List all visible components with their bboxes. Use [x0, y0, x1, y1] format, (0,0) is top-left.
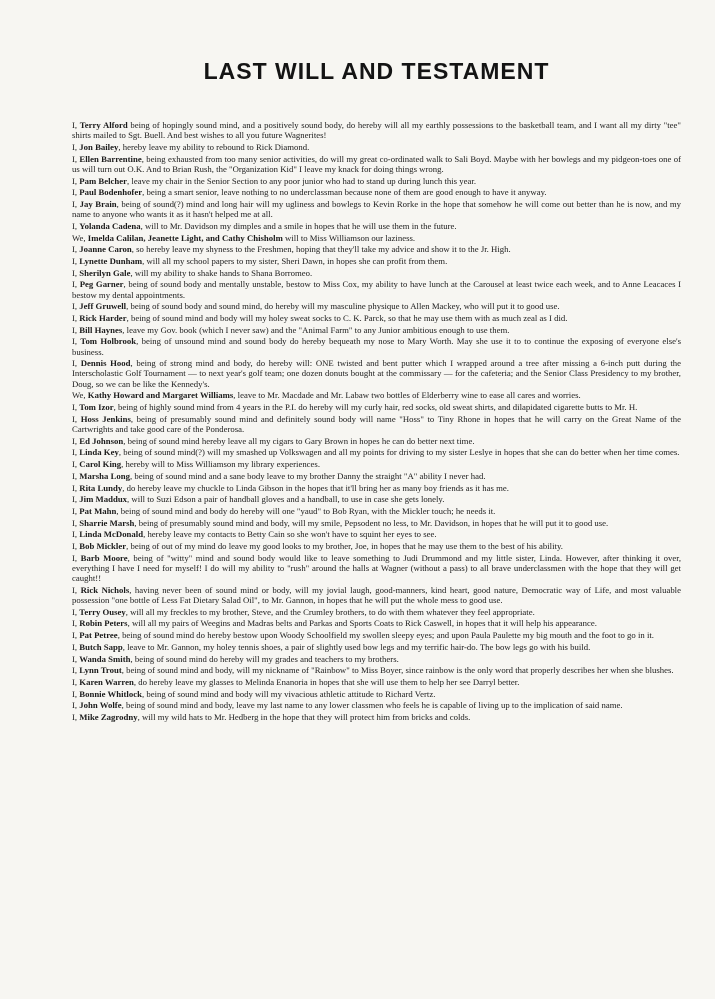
- will-entry: [72, 336, 681, 356]
- will-entry: [72, 518, 681, 528]
- entry-name: Hoss Jenkins: [80, 413, 131, 424]
- entry-text: , being of sound mind and body do hereby will one "yaud" to Bob Ryan, with the Mickler touch; he needs it.: [116, 505, 496, 516]
- entry-text: , being of sound mind(?) will my smashed up Volkswagen and all my points for driving to my sister Leslye in hopes that she can do better when her time comes.: [118, 447, 680, 458]
- entry-name: Pat Petree: [79, 630, 118, 641]
- entry-prefix: I,: [72, 198, 80, 209]
- entry-name: Robin Peters: [79, 618, 128, 629]
- entry-text: , being of presumably sound mind and definitely sound body will name "Hoss" to Tiny Rhone in hopes that he will carry on the Great Name of the Cartwrights and take good care of the Ponderosa.: [72, 413, 682, 434]
- entry-text: , being of sound body and mentally unstable, bestow to Miss Cox, my ability to have lunch at the Carousel at least twice each week, and to Anne Leacaces I bestow my dental appointments.: [72, 279, 682, 300]
- entry-prefix: I,: [72, 676, 80, 687]
- entry-prefix: I,: [72, 552, 81, 563]
- entry-prefix: I,: [72, 220, 80, 231]
- entry-text: , will to Mr. Davidson my dimples and a smile in hopes that he will use them in the future.: [140, 220, 457, 231]
- will-entry: [72, 279, 681, 299]
- entry-name: Sharrie Marsh: [79, 517, 135, 528]
- will-entry: [72, 689, 681, 699]
- entry-prefix: We,: [72, 232, 88, 243]
- entry-name: Terry Ousey: [79, 606, 126, 617]
- will-entry: [72, 390, 681, 400]
- entry-prefix: I,: [72, 529, 80, 540]
- entry-name: Joanne Caron: [79, 244, 132, 255]
- entry-name: Linda Key: [79, 447, 119, 458]
- entry-name: Ellen Barrentine: [79, 153, 142, 164]
- entry-prefix: I,: [72, 482, 80, 493]
- entry-text: , being of "witty" mind and sound body would like to leave something to Judi Drummond and my little sister, Linda. However, after thinking it over, everything I have I need for myself! I do will my ability to "rush" around the halls at Wagner (without a pass) to all brave underclassmen with the hope that they will get caught!!: [72, 552, 682, 584]
- entry-prefix: I,: [72, 187, 80, 198]
- entry-text: , will my wild hats to Mr. Hedberg in the hope that they will protect him from bricks and colds.: [137, 712, 471, 723]
- entry-text: , leave to Mr. Macdade and Mr. Labaw two bottles of Elderberry wine to ease all cares and worries.: [233, 390, 581, 401]
- entry-prefix: I,: [72, 153, 80, 164]
- entry-name: Terry Alford: [79, 120, 128, 130]
- entry-text: , will to Suzi Edson a pair of handball gloves and a handball, to use in case she gets lonely.: [127, 494, 445, 505]
- will-entry: [72, 402, 681, 412]
- entry-name: Pam Belcher: [79, 175, 128, 186]
- entry-text: , will all my freckles to my brother, Steve, and the Crumley brothers, to do with them whatever they feel appropriate.: [125, 606, 535, 617]
- entry-text: , being of sound(?) mind and long hair will my ugliness and bowlegs to Kevin Rorke in the hope that somehow he will come out better than he is now, and my name to anyone who wants it as it hasn't helped me at all.: [72, 198, 681, 220]
- will-entry: [72, 244, 681, 254]
- entry-name: Ed Johnson: [79, 435, 124, 446]
- entry-prefix: I,: [72, 505, 80, 516]
- entry-prefix: I,: [72, 324, 80, 335]
- entry-name: Kathy Howard and Margaret Williams: [87, 390, 234, 401]
- entry-text: , being of strong mind and body, do hereby will: ONE twisted and bent putter which I wrapped around a tree after missing a 6-inch putt during the Interscholastic Golf Tournament — to next year's golf team; one dozen donuts bought at the commissary — for the cafeteria; and the Senior Class Presidency to my brother, Doug, so we can be like the Kennedy's.: [72, 358, 682, 389]
- entry-name: John Wolfe: [79, 700, 122, 711]
- will-entry: [72, 176, 681, 186]
- entry-name: Wanda Smith: [79, 653, 131, 664]
- will-entry: [72, 506, 681, 516]
- will-entry: [72, 618, 681, 628]
- will-entry: [72, 700, 681, 710]
- entry-text: , being of sound mind and body will my holey sweat socks to C. K. Parck, so that he may use them with as much zeal as I did.: [126, 312, 568, 323]
- entry-prefix: I,: [72, 435, 80, 446]
- entry-prefix: I,: [72, 413, 81, 424]
- will-entry: [72, 414, 681, 434]
- entry-name: Linda McDonald: [79, 529, 144, 540]
- will-entry: [72, 436, 681, 446]
- entry-prefix: I,: [72, 402, 80, 413]
- entry-name: Lynn Trout: [79, 665, 122, 676]
- entry-name: Marsha Long: [79, 470, 130, 481]
- entry-name: Bill Haynes: [79, 324, 123, 335]
- entry-name: Mike Zagrodny: [79, 712, 138, 723]
- will-entry: [72, 494, 681, 504]
- will-entry: [72, 529, 681, 539]
- entry-text: , so hereby leave my shyness to the Freshmen, hoping that they'll take my advice and show it to the Jr. High.: [131, 244, 511, 255]
- entry-prefix: I,: [72, 141, 80, 152]
- will-entry: [72, 483, 681, 493]
- entry-name: Pat Mahn: [79, 505, 117, 516]
- will-entry: [72, 187, 681, 197]
- will-entry: [72, 256, 681, 266]
- will-entry: [72, 233, 681, 243]
- entry-prefix: I,: [72, 665, 80, 676]
- entry-text: being of hopingly sound mind, and a positively sound body, do hereby will all my earthly possessions to the basketball team, and I want all my dirty "tee" shirts mailed to Sgt. Buell. And best wishes to all you future Wagnerites!: [72, 120, 681, 141]
- entry-prefix: I,: [72, 700, 80, 711]
- entry-prefix: I,: [72, 517, 80, 528]
- entry-text: , being of sound mind do hereby will my grades and teachers to my brothers.: [130, 653, 399, 664]
- entry-prefix: I,: [72, 279, 80, 290]
- entry-prefix: I,: [72, 267, 80, 278]
- entry-text: , being of sound mind and body, will my nickname of "Rainbow" to Miss Boyer, since rainbow is the only word that properly describes her when she blushes.: [121, 665, 674, 676]
- entry-text: , being exhausted from too many senior activities, do will my great co-ordinated walk to Sali Boyd. Maybe with her bowlegs and my pidgeon-toes one of us will turn out O.K. And to Brian Rush, the "Organization Kid" I leave my knack for doing things wrong.: [72, 153, 681, 174]
- entry-prefix: I,: [72, 584, 81, 595]
- entry-prefix: I,: [72, 606, 80, 617]
- entry-prefix: I,: [72, 175, 80, 186]
- entry-prefix: I,: [72, 470, 80, 481]
- entry-name: Peg Garner: [79, 279, 124, 290]
- entry-text: , being of sound mind hereby leave all my cigars to Gary Brown in hopes he can do better next time.: [123, 435, 475, 446]
- will-entry: [72, 313, 681, 323]
- will-entry: [72, 120, 681, 140]
- will-entry: [72, 221, 681, 231]
- entry-text: , being of out of my mind do leave my good looks to my brother, Joe, in hopes that he may use them to the best of his ability.: [126, 541, 563, 552]
- entry-text: , being of sound mind and body will my vivacious athletic attitude to Richard Vertz.: [141, 688, 436, 699]
- entry-text: , being of highly sound mind from 4 years in the P.I. do hereby will my curly hair, red socks, old sweat shirts, and dilapidated cigarette butts to Mr. H.: [113, 402, 638, 413]
- entry-name: Jim Maddux: [79, 494, 128, 505]
- entry-prefix: I,: [72, 541, 80, 552]
- will-entry: [72, 553, 681, 584]
- entry-text: , do hereby leave my chuckle to Linda Gibson in the hopes that it'll bring her as many boy friends as it has me.: [122, 482, 509, 493]
- entry-text: , will my ability to shake hands to Shana Borromeo.: [130, 267, 313, 278]
- entry-text: , having never been of sound mind or body, will my jovial laugh, good-manners, kind heart, good nature, Democratic way of Life, and most valuable possession "one bottle of Less Fat Dietary Salad Oil", to Mr. Gannon, in hopes that he will put the whole mess to good use.: [72, 584, 681, 606]
- will-entry: [72, 607, 681, 617]
- will-entry: [72, 268, 681, 278]
- entry-name: Jay Brain: [79, 198, 117, 209]
- entry-text: , leave my chair in the Senior Section to any poor junior who had to stand up during lunch this year.: [127, 175, 477, 186]
- entry-text: , leave to Mr. Gannon, my holey tennis shoes, a pair of slightly used bow legs and my terrific hair-do. The bow legs go with his build.: [122, 641, 591, 652]
- entry-text: , hereby leave my ability to rebound to Rick Diamond.: [118, 141, 310, 152]
- entry-text: , being of sound mind and a sane body leave to my brother Danny the straight "A" ability I never had.: [129, 470, 486, 481]
- will-entry: [72, 654, 681, 664]
- will-entry: [72, 630, 681, 640]
- entry-name: Carol King: [79, 459, 122, 470]
- entry-prefix: I,: [72, 688, 80, 699]
- entry-prefix: I,: [72, 336, 81, 347]
- entry-name: Rick Nichols: [80, 584, 130, 595]
- will-entry: [72, 154, 681, 174]
- entry-text: , will all my pairs of Weegins and Madras belts and Parkas and Sports Coats to Rick Caswell, in hopes that it will help his appearance.: [127, 618, 597, 629]
- entry-text: , being of presumably sound mind and body, will my smile, Pepsodent no less, to Mr. Davidson, in hopes that he will put it to good use.: [134, 517, 609, 528]
- will-entry: [72, 199, 681, 219]
- entry-name: Bob Mickler: [79, 541, 127, 552]
- entry-prefix: I,: [72, 618, 80, 629]
- entry-name: Sherilyn Gale: [79, 267, 131, 278]
- will-entry: [72, 471, 681, 481]
- will-entry: [72, 142, 681, 152]
- will-entry: [72, 642, 681, 652]
- page-title: LAST WILL AND TESTAMENT: [203, 58, 550, 84]
- will-entry: [72, 677, 681, 687]
- entry-text: , being of sound body and sound mind, do hereby will my masculine physique to Allen Mackey, who will put it to good use.: [126, 301, 560, 312]
- entry-name: Yolanda Cadena: [79, 220, 141, 231]
- entry-name: Lynette Dunham: [79, 255, 143, 266]
- entry-prefix: I,: [72, 358, 81, 369]
- will-entry: [72, 301, 681, 311]
- will-entry: [72, 585, 681, 605]
- entry-name: Butch Sapp: [79, 641, 123, 652]
- will-entry: [72, 325, 681, 335]
- entry-prefix: We,: [72, 390, 88, 401]
- entry-prefix: I,: [72, 301, 80, 312]
- entry-name: Dennis Hood: [80, 358, 131, 369]
- entry-text: will to Miss Williamson our laziness.: [282, 232, 416, 243]
- entry-name: Paul Bodenhofer: [79, 187, 143, 198]
- entry-text: , do hereby leave my glasses to Melinda Enanoria in hopes that she will use them to help her see Darryl better.: [133, 676, 520, 687]
- entry-prefix: I,: [72, 494, 80, 505]
- entry-text: , will all my school papers to my sister, Sheri Dawn, in hopes she can profit from them.: [142, 255, 448, 266]
- entry-name: Jon Bailey: [79, 141, 119, 152]
- entry-name: Tom Holbrook: [80, 336, 137, 347]
- entry-name: Barb Moore: [80, 552, 128, 563]
- will-entries: [72, 120, 681, 722]
- entry-name: Imelda Calilan, Jeanette Light, and Cathy Chisholm: [87, 232, 283, 243]
- entry-prefix: I,: [72, 312, 80, 323]
- will-entry: [72, 541, 681, 551]
- entry-name: Tom Izor: [79, 402, 114, 413]
- entry-text: , leave my Gov. book (which I never saw) and the "Animal Farm" to any Junior ambitious enough to use them.: [122, 324, 510, 335]
- will-entry: [72, 665, 681, 675]
- entry-prefix: I,: [72, 712, 80, 723]
- entry-name: Rick Harder: [79, 312, 127, 323]
- will-entry: [72, 712, 681, 722]
- entry-name: Bonnie Whitlock: [79, 688, 142, 699]
- entry-prefix: I,: [72, 641, 80, 652]
- entry-text: , being of unsound mind and sound body do hereby bequeath my nose to Mary Worth. May she use it to to continue the exposing of everyone else's business.: [72, 336, 681, 357]
- entry-prefix: I,: [72, 630, 80, 641]
- entry-prefix: I,: [72, 447, 80, 458]
- entry-text: , hereby leave my contacts to Betty Cain so she won't have to squint her eyes to see.: [143, 529, 437, 540]
- entry-text: , being of sound mind do hereby bestow upon Woody Schoolfield my swollen sleepy eyes; and upon Paula Paulette my big mouth and the foot to go in it.: [117, 630, 654, 641]
- entry-prefix: I,: [72, 255, 80, 266]
- entry-text: , hereby will to Miss Williamson my library experiences.: [121, 459, 321, 470]
- entry-name: Jeff Gruwell: [79, 301, 127, 312]
- entry-prefix: I,: [72, 120, 80, 130]
- entry-prefix: I,: [72, 653, 80, 664]
- entry-prefix: I,: [72, 244, 80, 255]
- will-entry: [72, 358, 681, 389]
- will-entry: [72, 459, 681, 469]
- entry-text: , being of sound mind and body, leave my last name to any lower classmen who feels he is capable of living up to the implication of said name.: [121, 700, 623, 711]
- entry-name: Karen Warren: [79, 676, 134, 687]
- entry-prefix: I,: [72, 459, 80, 470]
- will-entry: [72, 447, 681, 457]
- entry-name: Rita Lundy: [79, 482, 123, 493]
- entry-text: , being a smart senior, leave nothing to no underclassman because none of them are good enough to have it anyway.: [142, 187, 547, 198]
